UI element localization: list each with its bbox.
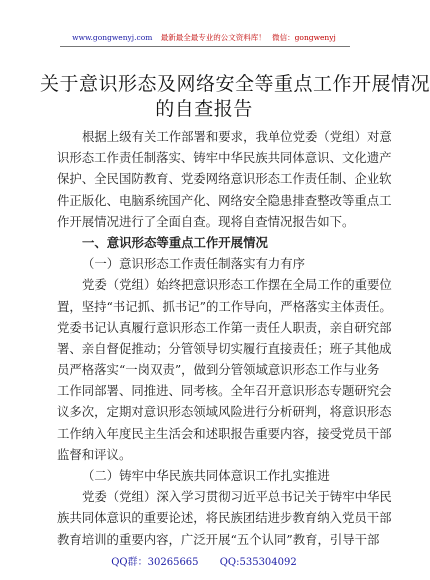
title-line: 关于意识形态及网络安全等重点工作开展情况 <box>40 73 430 95</box>
paragraph-line: 署、亲自督促推动；分管领导切实履行直接责任；班子其他成 <box>57 340 392 356</box>
header-divider <box>60 46 350 47</box>
paragraph-line: 监督和评议。 <box>57 446 132 462</box>
qq-text: QQ:535304092 <box>219 557 297 568</box>
paragraph-line: 教育培训的重要内容，广泛开展“五个认同”教育，引导干部 <box>57 531 380 547</box>
paragraph-line: 党委（党组）始终把意识形态工作摆在全局工作的重要位 <box>82 277 392 293</box>
site-url-link[interactable]: www.gongwenyj.com <box>72 33 153 42</box>
paragraph-line: 员严格落实“一岗双责”，做到分管领域意识形态工作与业务 <box>57 362 380 378</box>
site-header <box>0 33 408 43</box>
document-title <box>40 72 430 122</box>
contact-footer <box>0 557 408 569</box>
subsection-heading: （一）意识形态工作责任制落实有力有序 <box>82 256 306 272</box>
subsection-heading: （二）铸牢中华民族共同体意识工作扎实推进 <box>82 468 330 483</box>
section-heading: 一、意识形态等重点工作开展情况 <box>82 234 268 250</box>
wechat-id: 微信：gongwenyj <box>272 33 336 42</box>
paragraph-line: 件正版化、电脑系统国产化、网络安全隐患排查整改等重点工 <box>57 192 392 208</box>
paragraph-line: 议多次，定期对意识形态领域风险进行分析研判，将意识形态 <box>57 404 392 420</box>
document-body <box>57 126 392 550</box>
paragraph-line: 族共同体意识的重要论述，将民族团结进步教育纳入党员干部 <box>57 510 392 526</box>
title-line: 的自查报告 <box>155 98 253 120</box>
paragraph-line: 工作纳入年度民主生活会和述职报告重要内容，接受党员干部 <box>57 425 392 441</box>
paragraph-line: 工作同部署、同推进、同考核。全年召开意识形态专题研究会 <box>57 383 392 399</box>
paragraph-line: 置，坚持“书记抓、抓书记”的工作导向，严格落实主体责任。 <box>57 298 392 314</box>
paragraph-line: 党委（党组）深入学习贯彻习近平总书记关于铸牢中华民 <box>82 489 392 505</box>
paragraph-line: 识形态工作责任制落实、铸牢中华民族共同体意识、文化遗产 <box>57 150 392 166</box>
qq-group-text: QQ群：30265665 <box>111 557 199 568</box>
paragraph-line: 根据上级有关工作部署和要求，我单位党委（党组）对意 <box>82 129 392 144</box>
paragraph-line: 保护、全民国防教育、党委网络意识形态工作责任制、企业软 <box>57 171 392 187</box>
paragraph-line: 作开展情况进行了全面自查。现将自查情况报告如下。 <box>57 213 355 229</box>
site-slogan: 最新最全最专业的公文资料库！ <box>160 33 266 42</box>
paragraph-line: 党委书记认真履行意识形态工作第一责任人职责，亲自研究部 <box>57 319 392 335</box>
